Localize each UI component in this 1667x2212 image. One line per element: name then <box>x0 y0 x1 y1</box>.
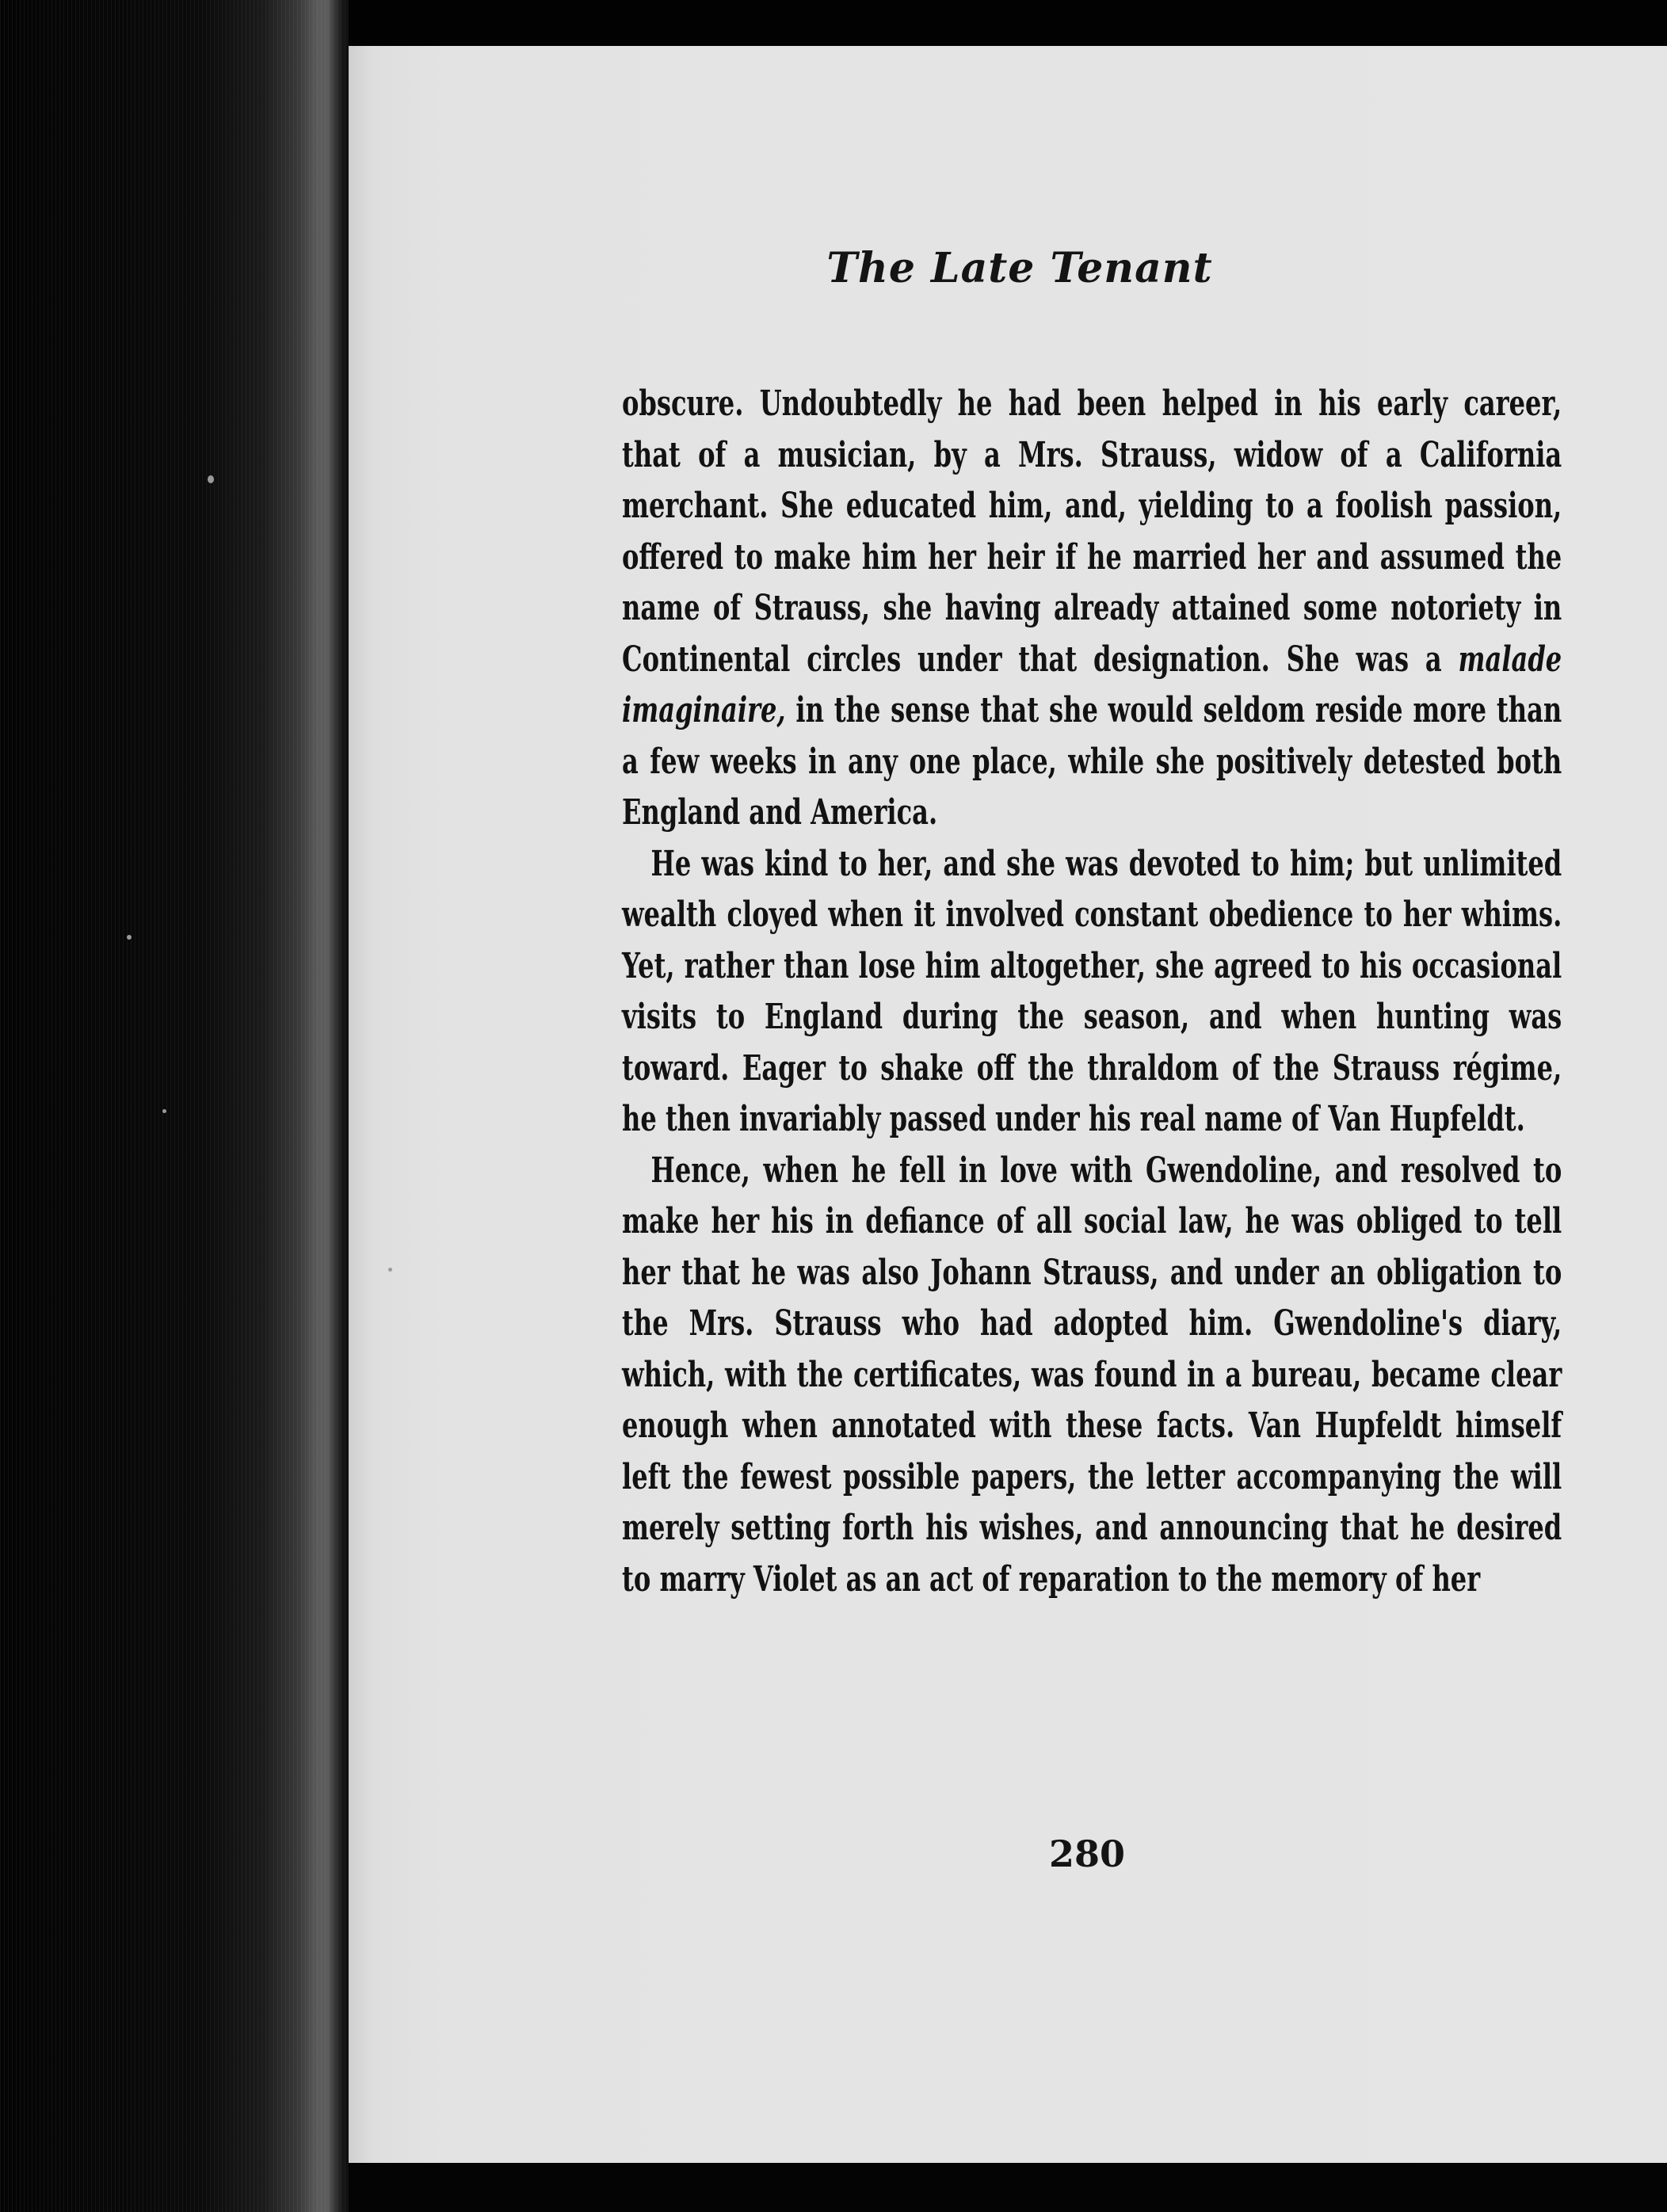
top-scan-border <box>349 0 1667 48</box>
paragraph-1-italic-phrase: malade imaginaire, <box>622 639 1562 730</box>
page-sheet <box>349 46 1667 2163</box>
scan-speck <box>208 475 214 483</box>
paragraph-1-text-b: in the sense that she would seldom reside more than a few weeks in any one place, while she positively detested both England and America. <box>622 690 1562 833</box>
scan-speck <box>127 935 132 940</box>
paragraph-1-text-a: obscure. Undoubtedly he had been helped in his early career, that of a musician, by a Mrs. Strauss, widow of a California merchant. She educated him, and, yielding to a foolish passion, offered to make him her heir if he married her and assumed the name of Strauss, she having already attained some notoriety in Continental circles under that designation. She was a <box>622 383 1562 680</box>
page-number: 280 <box>1048 1833 1126 1875</box>
bottom-scan-border <box>349 2163 1667 2212</box>
paragraph-2: He was kind to her, and she was devoted to him; but unlimited wealth cloyed when it involved constant obedience to her whims. Yet, rather than lose him altogether, she agreed to his occasional visits to England during the season, and when hunting was toward. Eager to shake off the thraldom of the Strauss régime, he then invariably passed under his real name of Van Hupfeldt. <box>622 843 1562 1139</box>
paragraph-3: Hence, when he fell in love with Gwendoline, and resolved to make her his in defiance of all social law, he was obliged to tell her that he was also Johann Strauss, and under an obligation to the Mrs. Strauss who had adopted him. Gwendoline's diary, which, with the certificates, was found in a bureau, became clear enough when annotated with these facts. Van Hupfeldt himself left the fewest possible papers, the letter accompanying the will merely setting forth his wishes, and announcing that he desired to marry Violet as an act of reparation to the memory of her <box>622 1150 1562 1600</box>
scan-speck <box>162 1109 166 1113</box>
book-fore-edge <box>0 0 364 2212</box>
scan-speck <box>388 1268 392 1272</box>
running-header: The Late Tenant <box>826 244 1213 292</box>
paragraph-1 <box>622 379 1562 839</box>
body-text <box>622 379 1562 1605</box>
